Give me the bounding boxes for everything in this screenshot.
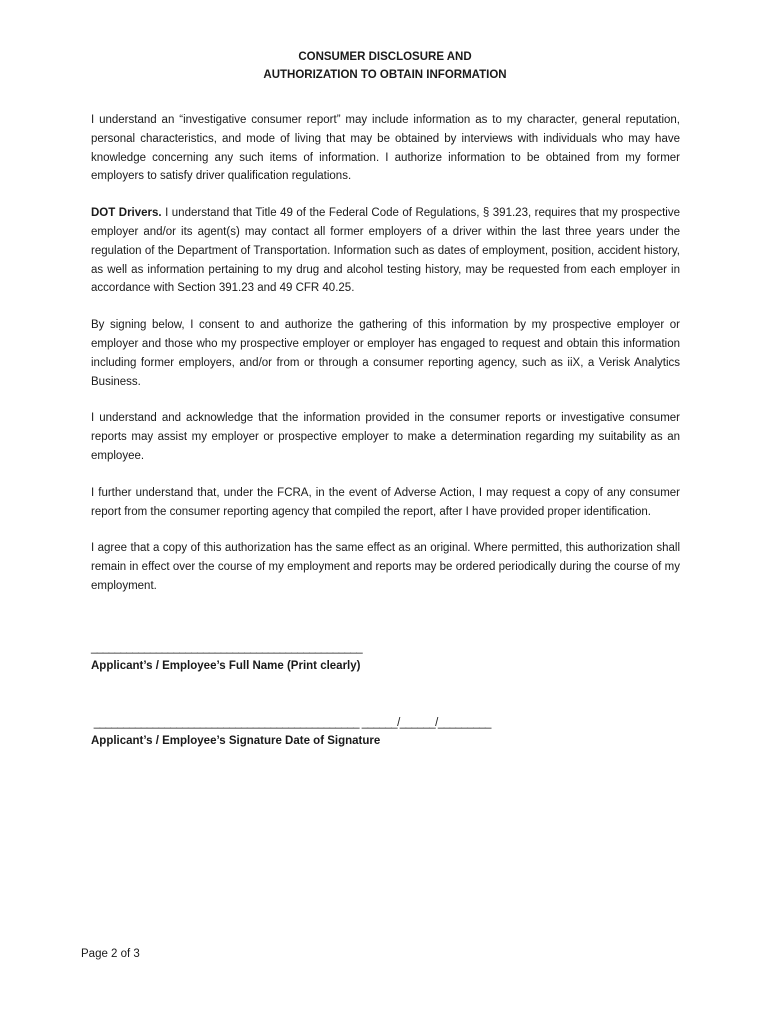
paragraph-consent: By signing below, I consent to and authorize the gathering of this information by my prospective employer or employer and those who my prospective employer or employer has engaged to request and obtain this information including former employers, and/or from or through a consumer reporting agency, such as iiX, a Verisk Analytics Business. bbox=[91, 319, 680, 388]
dot-drivers-text: I understand that Title 49 of the Federal Code of Regulations, § 391.23, requires that my prospective employer and/or its agent(s) may contact all former employers of a driver within the last three years under the regulation of the Department of Transportation. Information such as dates of employment, position, accident history, as well as information pertaining to my drug and alcohol testing history, may be requested from each employer in accordance with Section 391.23 and 49 CFR 40.25. bbox=[91, 207, 680, 295]
title-line-2: AUTHORIZATION TO OBTAIN INFORMATION bbox=[263, 69, 507, 81]
document-title bbox=[0, 48, 770, 84]
page-number: Page 2 of 3 bbox=[81, 948, 140, 960]
signature-date-field[interactable]: _____________________________________________ ______/______/_________ bbox=[91, 717, 491, 729]
paragraph-acknowledge: I understand and acknowledge that the information provided in the consumer reports or investigative consumer reports may assist my employer or prospective employer to make a determination regarding my suitability as an employee. bbox=[91, 412, 680, 462]
paragraph-fcra: I further understand that, under the FCRA, in the event of Adverse Action, I may request a copy of any consumer report from the consumer reporting agency that compiled the report, after I have provided proper identification. bbox=[91, 486, 680, 518]
signature-block bbox=[91, 714, 491, 750]
dot-drivers-heading: DOT Drivers. bbox=[91, 207, 162, 220]
signature-label: Applicant’s / Employee’s Signature Date of Signature bbox=[91, 735, 381, 747]
paragraph-copy-effect: I agree that a copy of this authorization has the same effect as an original. Where permitted, this authorization shall remain in effect over the course of my employment and reports may be ordered periodically during the course of my employment. bbox=[91, 542, 680, 592]
full-name-field[interactable]: ______________________________________________ bbox=[91, 642, 363, 654]
document-body bbox=[91, 111, 680, 614]
full-name-block bbox=[91, 639, 362, 675]
paragraph-dot-drivers bbox=[91, 204, 680, 298]
full-name-label: Applicant’s / Employee’s Full Name (Print clearly) bbox=[91, 660, 361, 672]
paragraph-investigative-report: I understand an “investigative consumer report” may include information as to my character, general reputation, personal characteristics, and mode of living that may be obtained by interviews with individuals who may have knowledge concerning any such items of information. I authorize information to be obtained from my former employers to satisfy driver qualification regulations. bbox=[91, 114, 680, 183]
title-line-1: CONSUMER DISCLOSURE AND bbox=[298, 51, 472, 63]
